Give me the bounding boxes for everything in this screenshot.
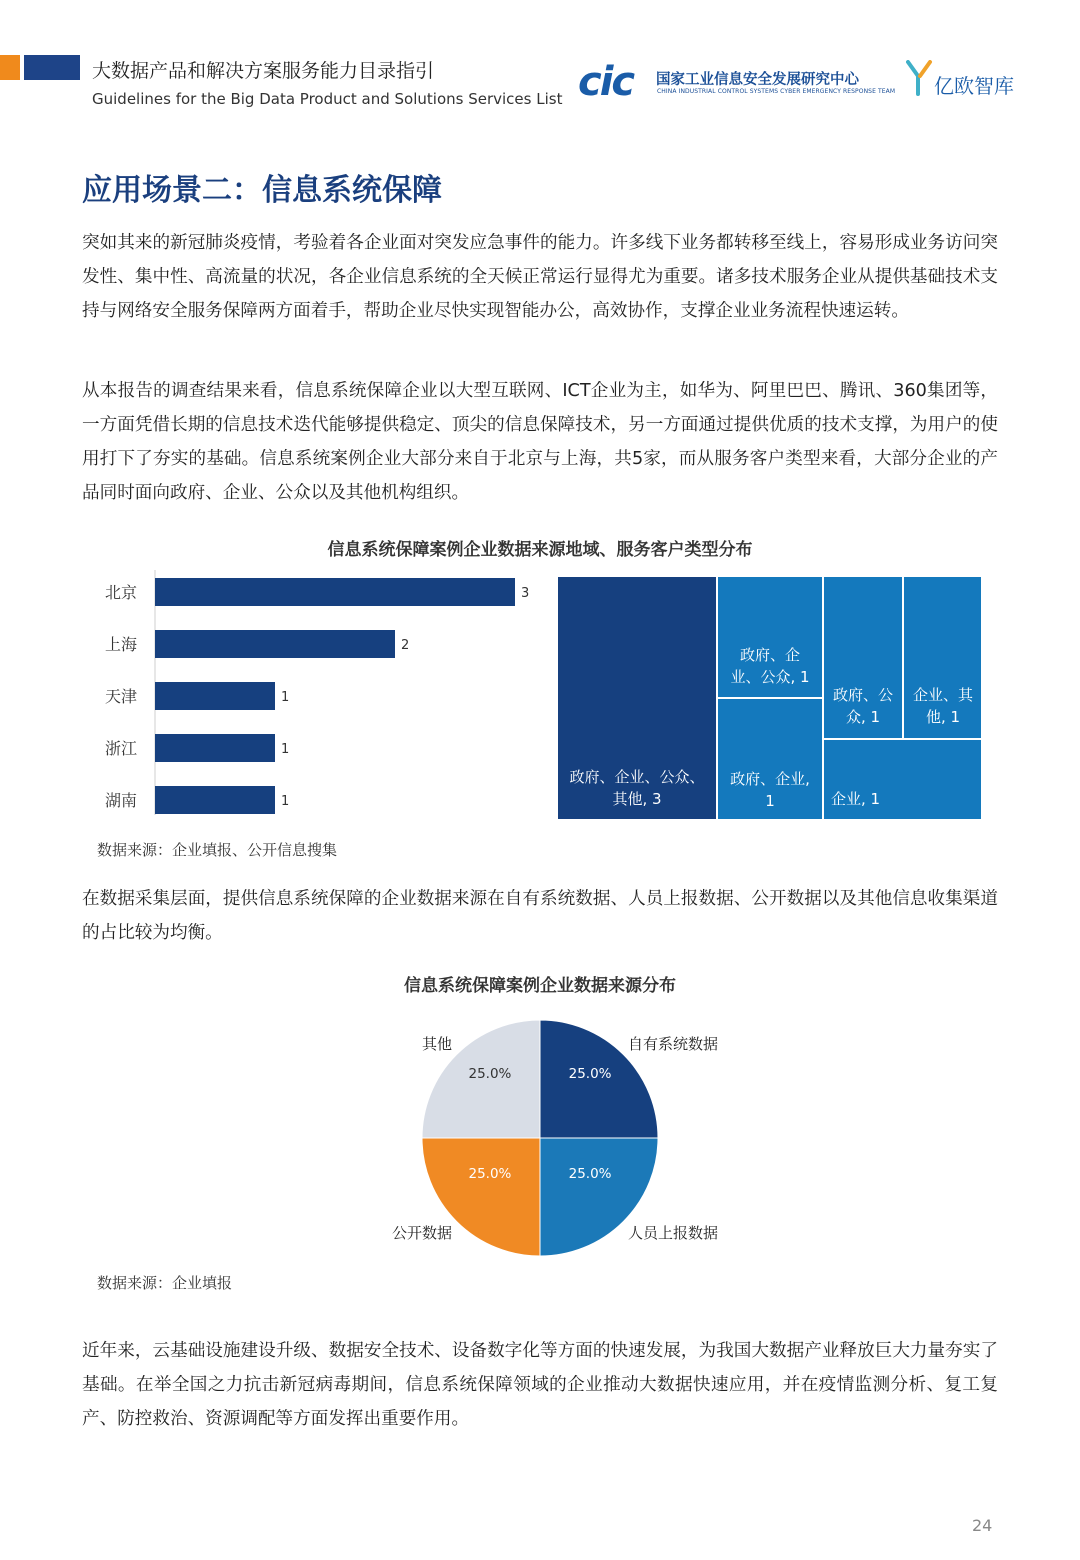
chart1-source: 数据来源：企业填报、公开信息搜集 xyxy=(97,841,338,859)
treemap-cell-label: 政府、企业、公众, 1 xyxy=(730,646,810,686)
treemap-cell-label: 政府、企业、公众、其他, 3 xyxy=(569,768,705,808)
page-number: 24 xyxy=(972,1516,993,1535)
bar-category-label: 湖南 xyxy=(104,791,137,810)
cic-name-en: CHINA INDUSTRIAL CONTROL SYSTEMS CYBER EMERGENCY RESPONSE TEAM xyxy=(657,88,896,95)
header-title-cn: 大数据产品和解决方案服务能力目录指引 xyxy=(92,60,435,82)
section-title: 应用场景二：信息系统保障 xyxy=(82,173,442,208)
treemap-cell-label: 政府、企业, 1 xyxy=(730,770,810,810)
header-orange-bar xyxy=(0,55,20,80)
bar-value-label: 3 xyxy=(521,586,530,601)
bar-category-label: 北京 xyxy=(104,583,137,602)
bar-category-label: 浙江 xyxy=(104,739,137,758)
treemap-cell-label: 政府、公众, 1 xyxy=(832,686,894,726)
region-bar-chart xyxy=(90,570,540,820)
bar xyxy=(155,734,275,762)
header-title-en: Guidelines for the Big Data Product and Solutions Services List xyxy=(92,90,563,108)
paragraph-3: 在数据采集层面，提供信息系统保障的企业数据来源在自有系统数据、人员上报数据、公开数据以及其他信息收集渠道的占比较为均衡。 xyxy=(82,889,998,943)
paragraph-1: 突如其来的新冠肺炎疫情，考验着各企业面对突发应急事件的能力。许多线下业务都转移至线上，容易形成业务访问突发性、集中性、高流量的状况，各企业信息系统的全天候正常运行显得尤为重要。诸多技术服务企业从提供基础技术支持与网络安全服务保障两方面着手，帮助企业尽快实现智能办公，高效协作，支撑企业业务流程快速运转。 xyxy=(82,233,998,321)
pie-pct-label: 25.0% xyxy=(568,1065,612,1082)
paragraph-4: 近年来，云基础设施建设升级、数据安全技术、设备数字化等方面的快速发展，为我国大数据产业释放巨大力量夯实了基础。在举全国之力抗击新冠病毒期间，信息系统保障领域的企业推动大数据快速应用，并在疫情监测分析、复工复产、防控救治、资源调配等方面发挥出重要作用。 xyxy=(82,1341,998,1429)
pie-category-label: 公开数据 xyxy=(391,1224,452,1242)
treemap-cell-label: 企业, 1 xyxy=(831,790,881,808)
pie-category-label: 其他 xyxy=(421,1035,452,1053)
bar-value-label: 2 xyxy=(401,638,410,653)
source-pie-chart xyxy=(370,1010,770,1270)
bar xyxy=(155,786,275,814)
chart2-source: 数据来源：企业填报 xyxy=(97,1274,233,1292)
bar xyxy=(155,682,275,710)
yiou-logo-icon xyxy=(906,60,934,96)
header-navy-bar xyxy=(24,55,80,80)
chart2-title: 信息系统保障案例企业数据来源分布 xyxy=(404,976,676,996)
chart1-title: 信息系统保障案例企业数据来源地域、服务客户类型分布 xyxy=(327,540,753,560)
yiou-name: 亿欧智库 xyxy=(934,74,1014,98)
pie-category-label: 人员上报数据 xyxy=(628,1224,719,1242)
bar-value-label: 1 xyxy=(281,690,290,705)
bar-value-label: 1 xyxy=(281,742,290,757)
treemap-cell-label: 企业、其他, 1 xyxy=(912,686,974,726)
cic-name-cn: 国家工业信息安全发展研究中心 xyxy=(656,72,859,88)
customer-type-treemap xyxy=(557,576,982,820)
bar-value-label: 1 xyxy=(281,794,290,809)
pie-pct-label: 25.0% xyxy=(468,1065,512,1082)
cic-logo: cic xyxy=(578,59,634,105)
pie-pct-label: 25.0% xyxy=(468,1166,512,1183)
pie-pct-label: 25.0% xyxy=(568,1166,612,1183)
paragraph-2: 从本报告的调查结果来看，信息系统保障企业以大型互联网、ICT企业为主，如华为、阿里巴巴、腾讯、360集团等，一方面凭借长期的信息技术迭代能够提供稳定、顶尖的信息保障技术，另一方面通过提供优质的技术支撑，为用户的使用打下了夯实的基础。信息系统案例企业大部分来自于北京与上海，共5家，而从服务客户类型来看，大部分企业的产品同时面向政府、企业、公众以及其他机构组织。 xyxy=(82,381,998,503)
bar-category-label: 上海 xyxy=(104,635,137,654)
bar-category-label: 天津 xyxy=(104,687,137,706)
pie-category-label: 自有系统数据 xyxy=(628,1035,719,1053)
bar xyxy=(155,578,515,606)
bar xyxy=(155,630,395,658)
